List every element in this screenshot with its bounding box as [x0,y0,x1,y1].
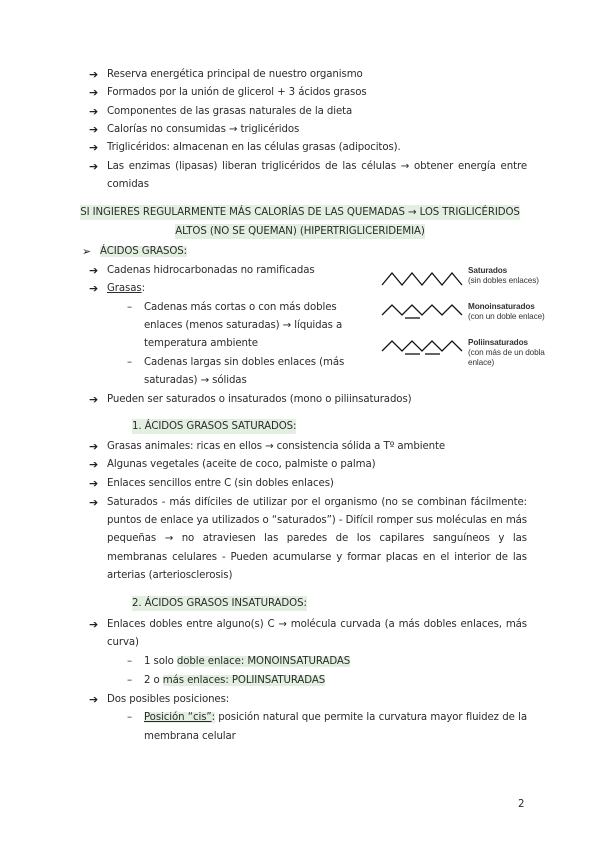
figure-label-poli: Poliinsaturados (con más de un dobla enlace) [468,338,545,367]
arrow-icon: ➔ [89,458,99,471]
arrow-icon: ➔ [89,440,99,453]
arrow-icon: ➔ [89,264,99,277]
bullet-text: Algunas vegetales (aceite de coco, palmiste o palma) [107,459,376,470]
arrow-icon: ➔ [89,123,99,136]
bullet-text-continued: curva) [107,637,139,648]
polyunsaturated-chain [382,341,462,351]
arrow-icon: ➔ [89,693,99,706]
arrow-icon: ➔ [89,68,99,81]
bullet-text: Cadenas hidrocarbonadas no ramificadas [107,265,315,276]
arrow-icon: ➔ [89,86,99,99]
grasas-label: Grasas: [107,283,145,294]
sub-bullet-text: saturadas) → sólidas [144,375,247,386]
dash-icon: – [127,302,132,313]
saturados-heading: 1. ÁCIDOS GRASOS SATURADOS: [132,421,297,432]
arrow-icon: ➔ [89,393,99,406]
bullet-text: Reserva energética principal de nuestro organismo [107,69,363,80]
arrow-icon: ➔ [89,160,99,173]
bullet-text: Dos posibles posiciones: [107,694,230,705]
arrow-icon: ➔ [89,618,99,631]
figure-label-saturados: Saturados (sin dobles enlaces) [468,266,539,285]
cis-position-line: Posición “cis”: posición natural que permite la curvatura mayor fluidez de la [144,712,527,723]
sub-bullet-mono: 1 solo doble enlace: MONOINSATURADAS [144,656,351,667]
monounsaturated-chain [382,305,462,315]
paragraph-line: membranas celulares - Pueden acumularse y formar placas en el interior de las [107,552,527,563]
figure-label-mono: Monoinsaturados (con un doble enlace) [468,302,545,321]
bullet-text-continued: comidas [107,179,149,190]
insaturados-heading: 2. ÁCIDOS GRASOS INSATURADOS: [132,598,307,609]
bullet-text: Las enzimas (lipasas) liberan triglicéridos de las células → obtener energía entre [107,161,527,172]
saturated-chain [382,273,462,285]
sub-bullet-text: enlaces (menos saturadas) → líquidas a [144,320,343,331]
dash-icon: – [127,712,132,723]
sub-bullet-text: Cadenas largas sin dobles enlaces (más [144,357,345,368]
dash-icon: – [127,357,132,368]
arrow-icon: ➔ [89,496,99,509]
sub-bullet-poli: 2 o más enlaces: POLIINSATURADAS [144,675,326,686]
page-number: 2 [518,799,525,810]
warning-line-1: SI INGIERES REGULARMENTE MÁS CALORÍAS DE LAS QUEMADAS → LOS TRIGLICÉRIDOS [80,207,520,218]
bullet-text: Triglicéridos: almacenan en las células grasas (adipocitos). [107,142,401,153]
arrow-icon: ➔ [89,105,99,118]
bullet-text: Componentes de las grasas naturales de la dieta [107,106,353,117]
cis-position-line-continued: membrana celular [144,731,236,742]
paragraph-line: puntos de enlace ya utilizados o “saturados”) - Difícil romper sus moléculas en más [107,515,527,526]
bullet-text: Calorías no consumidas → triglicéridos [107,124,300,135]
bullet-text: Enlaces dobles entre alguno(s) C → molécula curvada (a más dobles enlaces, más [107,619,527,630]
triangle-bullet-icon: ➢ [82,245,92,258]
arrow-icon: ➔ [89,477,99,490]
paragraph-line: pequeñas → no atraviesen las paredes de los capilares sanguíneos y las [107,533,527,544]
sub-bullet-text: Cadenas más cortas o con más dobles [144,302,337,313]
arrow-icon: ➔ [89,141,99,154]
bullet-text: Grasas animales: ricas en ellos → consistencia sólida a Tº ambiente [107,441,446,452]
dash-icon: – [127,656,132,667]
paragraph-line: Saturados - más difíciles de utilizar por el organismo (no se combinan fácilmente: [107,497,527,508]
bullet-text: Formados por la unión de glicerol + 3 ácidos grasos [107,87,367,98]
warning-line-2: ALTOS (NO SE QUEMAN) (HIPERTRIGLICERIDEMIA) [175,226,425,237]
bullet-text: Enlaces sencillos entre C (sin dobles enlaces) [107,478,334,489]
fatty-acid-diagram [380,265,465,365]
dash-icon: – [127,675,132,686]
bullet-text: Pueden ser saturados o insaturados (mono o piliinsaturados) [107,394,412,405]
sub-bullet-text: temperatura ambiente [144,338,258,349]
arrow-icon: ➔ [89,282,99,295]
paragraph-line: arterias (arteriosclerosis) [107,570,233,581]
section-title: ÁCIDOS GRASOS: [100,246,187,257]
